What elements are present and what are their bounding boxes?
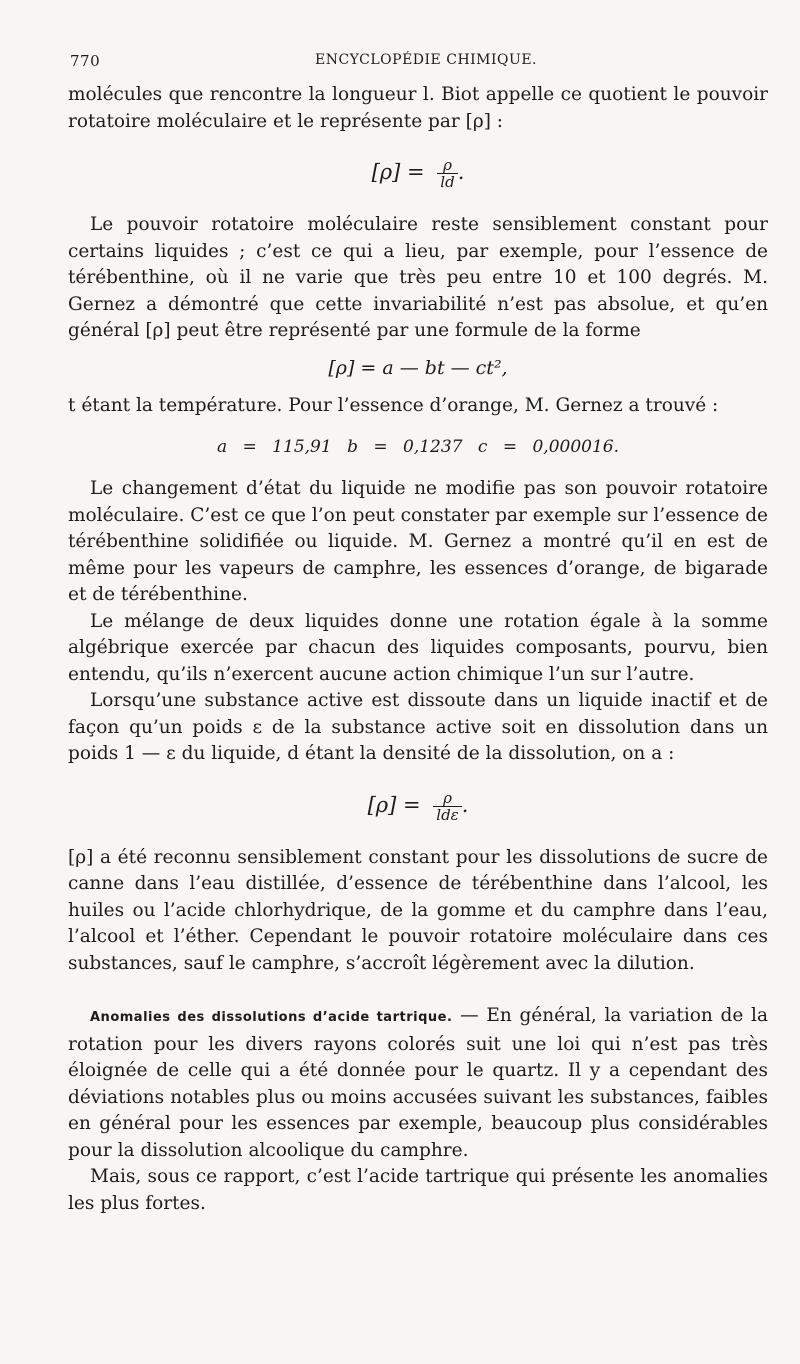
- paragraph-7: [ρ] a été reconnu sensiblement constant pour les dissolutions de sucre de canne dans l’eau distillée, d’essence de térébenthine dans l’alcool, les huiles ou l’acide chlorhydrique, de la gomme et du camphre dans l’eau, l’alcool et l’éther. Cependant le pouvoir rotatoire moléculaire dans ces substances, sauf le camphre, s’accroît légèrement avec la dilution.: [68, 846, 768, 974]
- formula-solution-rotatory-power: [68, 790, 768, 823]
- paragraph-4: Le changement d’état du liquide ne modifie pas son pouvoir rotatoire moléculaire. C’est ce que l’on peut constater par exemple sur l’essence de térébenthine solidifiée ou liquide. M. Gernez a montré qu’il en est de même pour les vapeurs de camphre, les essences d’orange, de bigarade et de térébenthine.: [68, 478, 768, 605]
- formula-3-fraction: [433, 790, 461, 823]
- formula-3-denominator: ldε: [436, 805, 459, 824]
- page-header: [70, 52, 730, 74]
- paragraph-6: Lorsqu’une substance active est dissoute dans un liquide inactif et de façon qu’un poids ε de la substance active soit en dissolution dans un poids 1 — ε du liquide, d étant la densité de la dissolution, on a :: [68, 690, 768, 764]
- section-heading: Anomalies des dissolutions d’acide tartrique.: [90, 1010, 453, 1025]
- paragraph-2: Le pouvoir rotatoire moléculaire reste sensiblement constant pour certains liquides ; c’est ce qui a lieu, par exemple, pour l’essence de térébenthine, où il ne varie que très peu entre 10 et 100 degrés. M. Gernez a démontré que cette invariabilité n’est pas absolue, et qu’en général [ρ] peut être représenté par une formule de la forme: [68, 214, 768, 341]
- page-body: [68, 82, 768, 1217]
- running-title: ENCYCLOPÉDIE CHIMIQUE.: [315, 52, 537, 68]
- paragraph-5: Le mélange de deux liquides donne une rotation égale à la somme algébrique exercée par chacun des liquides composants, pourvu, bien entendu, qu’ils n’exercent aucune action chimique l’un sur l’autre.: [68, 610, 768, 685]
- formula-1-numerator: ρ: [437, 157, 457, 174]
- formula-1-tail: .: [457, 160, 465, 184]
- paragraph-9: Mais, sous ce rapport, c’est l’acide tartrique qui présente les anomalies les plus fortes.: [68, 1166, 768, 1214]
- formula-3-numerator: ρ: [433, 790, 461, 807]
- formula-1-fraction: [437, 157, 457, 190]
- section-gap: [68, 977, 768, 1003]
- formula-3-lhs: [ρ] =: [367, 792, 421, 817]
- paragraph-3: t étant la température. Pour l’essence d’orange, M. Gernez a trouvé :: [68, 395, 719, 416]
- paragraph-1: molécules que rencontre la longueur l. Biot appelle ce quotient le pouvoir rotatoire moléculaire et le représente par [ρ] :: [68, 84, 768, 132]
- formula-3-tail: .: [461, 792, 469, 817]
- formula-molecular-rotatory-power: [68, 157, 768, 190]
- paragraph-8: [68, 1003, 768, 1164]
- gernez-constants: a = 115,91 b = 0,1237 c = 0,000016.: [217, 436, 619, 457]
- formula-temperature-dependence: [ρ] = a — bt — ct²,: [328, 356, 508, 379]
- paragraph-8-text: — En général, la variation de la rotation pour les divers rayons colorés suit une loi qui n’est pas très éloignée de celle qui a été donnée pour le quartz. Il y a cependant des déviations notables plus ou moins accusées suivant les substances, faibles en général pour les essences par exemple, beaucoup plus considérables pour la dissolution alcoolique du camphre.: [68, 1005, 768, 1161]
- formula-1-lhs: [ρ] =: [371, 160, 425, 184]
- page-number: 770: [70, 52, 101, 70]
- formula-1-denominator: ld: [440, 173, 455, 191]
